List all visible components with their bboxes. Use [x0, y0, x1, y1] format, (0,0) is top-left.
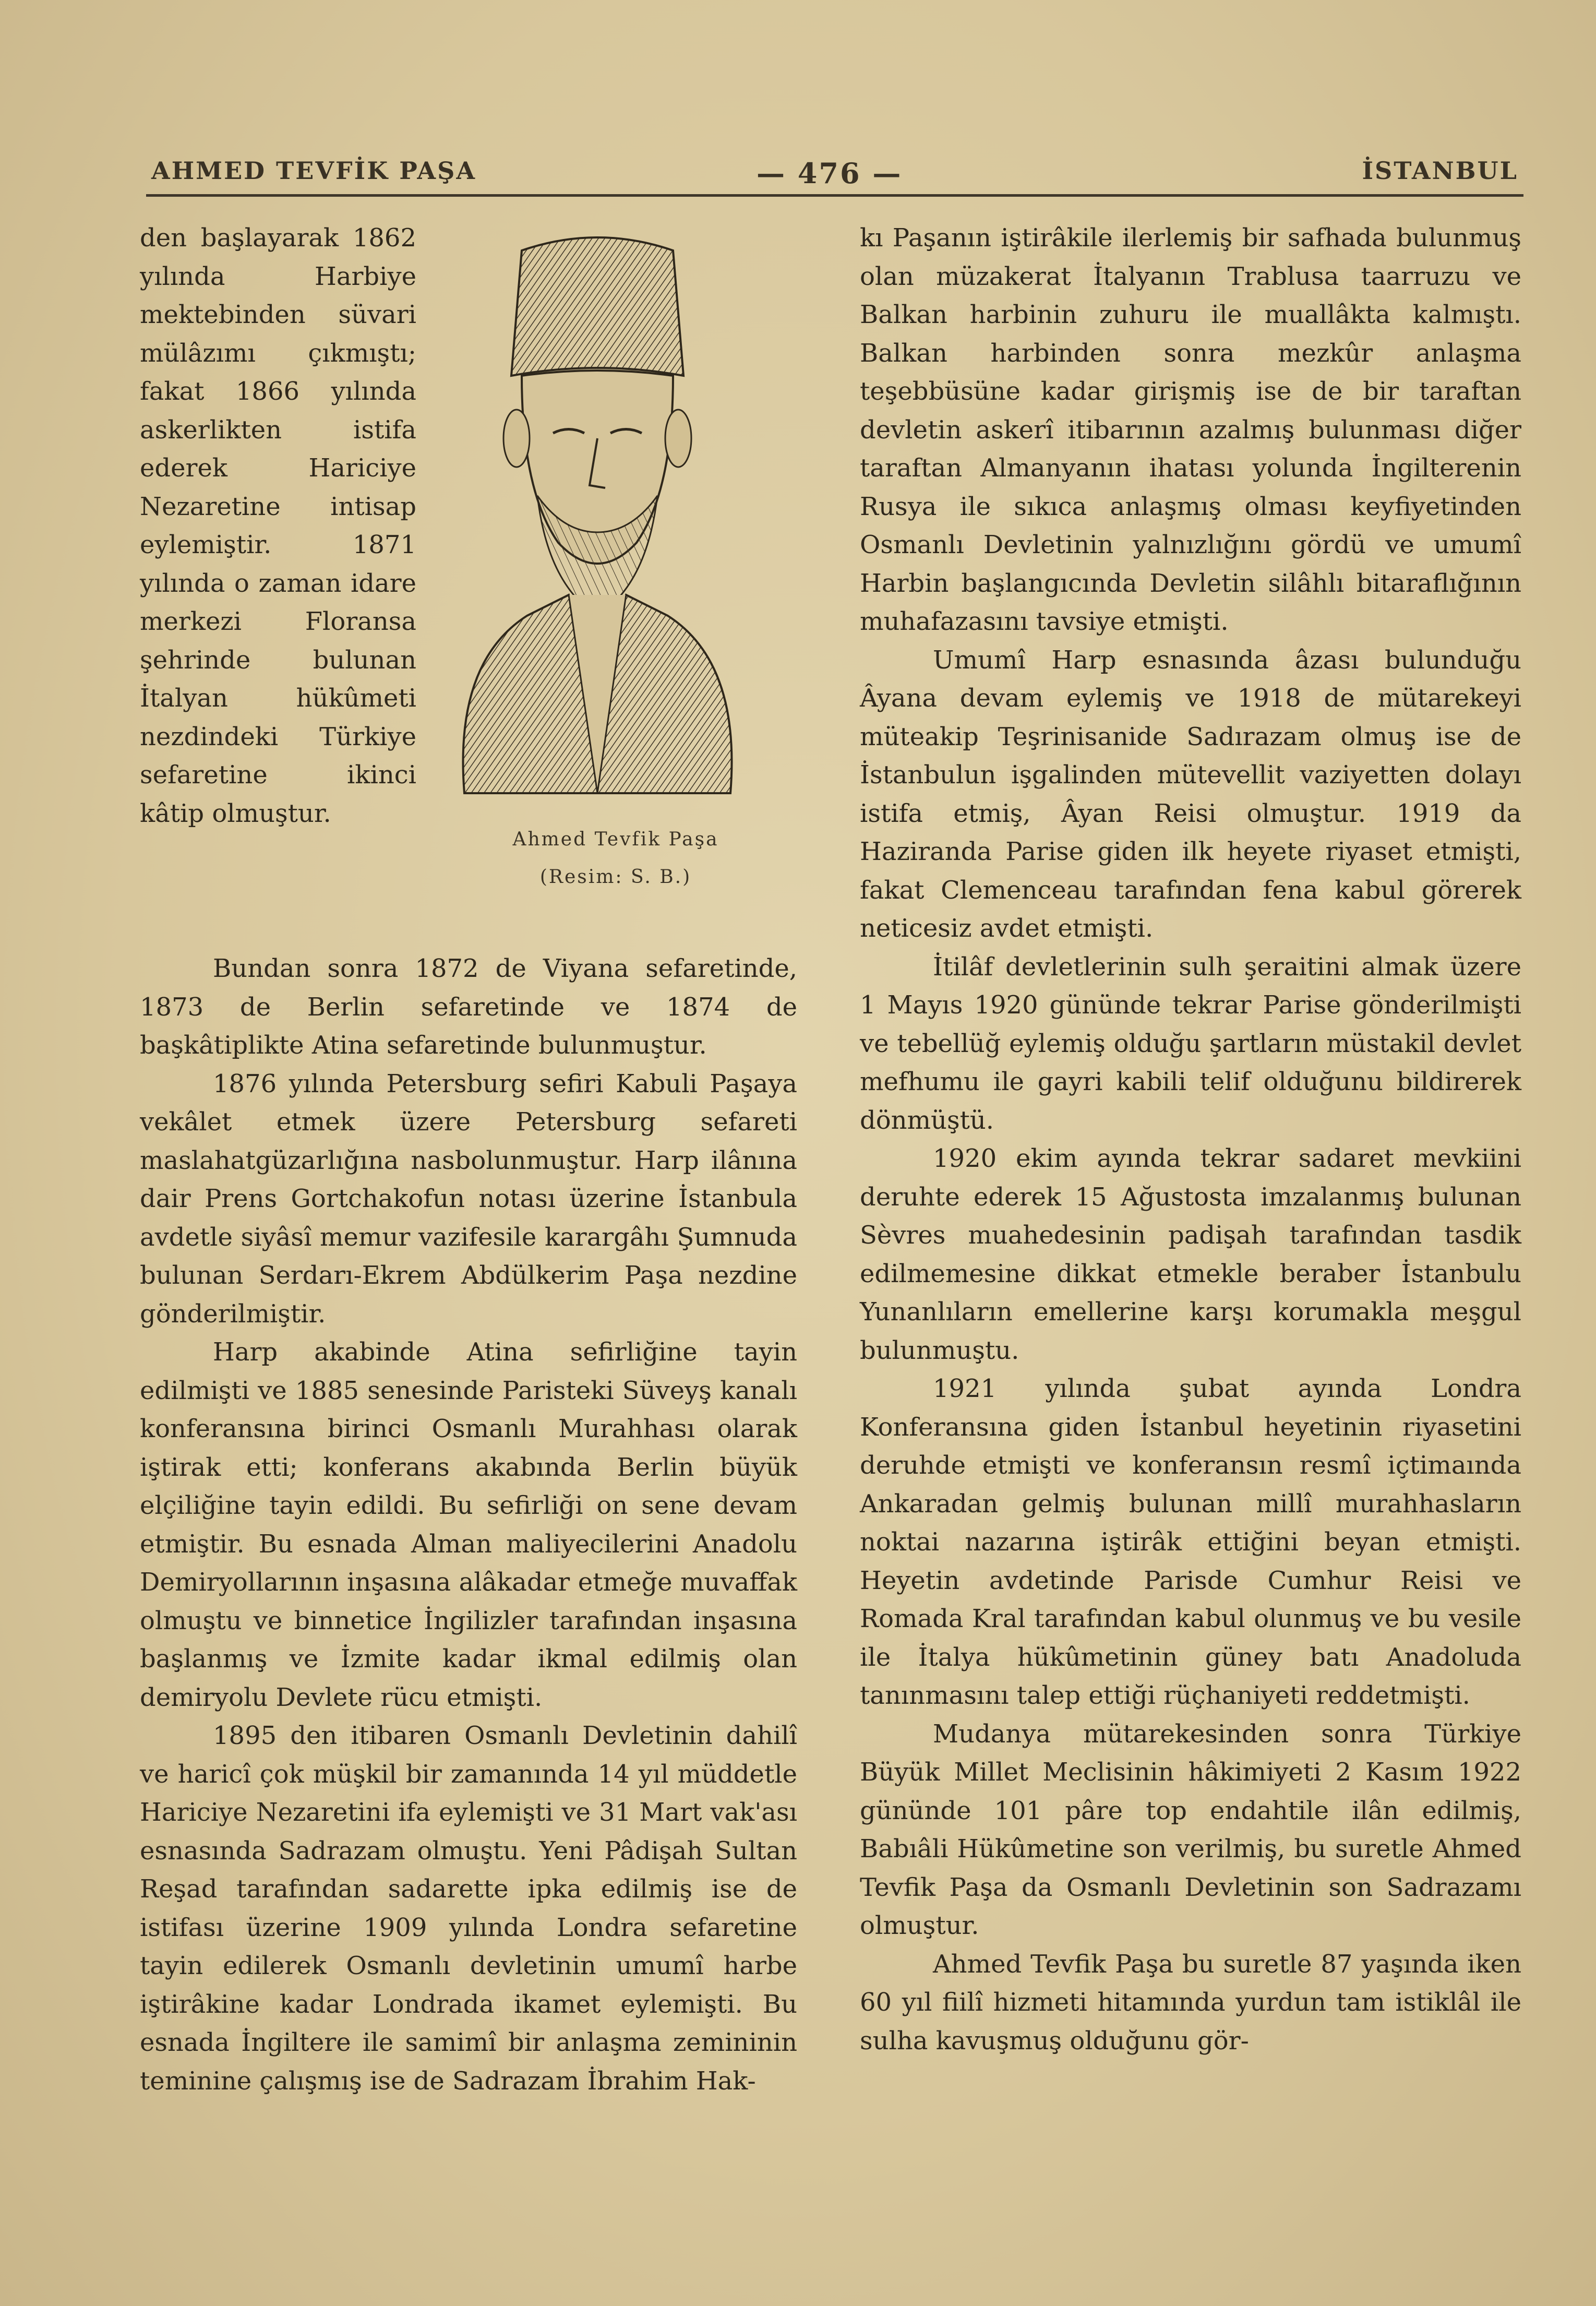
fez-hat	[511, 237, 683, 376]
header-title: AHMED TEVFİK PAŞA	[151, 157, 477, 185]
page-number: — 476 —	[757, 157, 903, 190]
figure-credit: (Resim: S. B.)	[539, 866, 692, 888]
running-header	[151, 157, 1518, 193]
paragraph: Mudanya mütarekesinden sonra Türkiye Büyük Millet Meclisinin hâkimiyeti 2 Kasım 1922 gününde 101 pâre top endahtile ilân edilmiş, Babıâli Hükûmetine son verilmiş, bu suretle Ahmed Tevfik Paşa da Osmanlı Devletinin son Sadrazamı olmuştur.	[860, 1719, 1521, 1940]
header-section: İSTANBUL	[1362, 157, 1518, 185]
paragraph: 1876 yılında Petersburg sefiri Kabuli Paşaya vekâlet etmek üzere Petersburg sefareti maslahatgüzarlığına nasbolunmuştur. Harp ilânına dair Prens Gortchakofun notası üzerine İstanbula avdetle siyâsî memur vazifesile karargâhı Şumnuda bulunan Serdarı-Ekrem Abdülkerim Paşa nezdine gönderilmiştir.	[140, 1069, 797, 1329]
left-column	[140, 950, 797, 2100]
paragraph: Umumî Harp esnasında âzası bulunduğu Âyana devam eylemiş ve 1918 de mütarekeyi müteakip Teşrinisanide Sadırazam olmuş ise de İstanbulun işgalinden mütevellit vaziyetten dolayı istifa etmiş, Âyan Reisi olmuştur. 1919 da Haziranda Parise giden ilk heyete riyaset etmişti, fakat Clemenceau tarafından fena kabul görerek neticesiz avdet etmişti.	[860, 645, 1521, 943]
figure-caption: Ahmed Tevfik Paşa	[512, 829, 719, 850]
paragraph: 1895 den itibaren Osmanlı Devletinin dahilî ve haricî çok müşkil bir zamanında 14 yıl müddetle Hariciye Nezaretini ifa eylemişti ve 31 Mart vak'ası esnasında Sadrazam olmuştu. Yeni Pâdişah Sultan Reşad tarafından sadarette ipka edilmiş ise de istifası üzerine 1909 yılında Londra sefaretine tayin edilerek Osmanlı devletinin umumî harbe iştirâkine kadar Londrada ikamet eylemişti. Bu esnada İngiltere ile samimî bir anlaşma zemininin teminine çalışmış ise de Sadrazam İbrahim Hak-	[140, 1721, 797, 2096]
paragraph: Ahmed Tevfik Paşa bu suretle 87 yaşında iken 60 yıl fiilî hizmeti hitamında yurdun tam istiklâl ile sulha kavuşmuş olduğunu gör-	[860, 1949, 1521, 2056]
header-rule	[146, 194, 1523, 197]
narrow-paragraph: den başlayarak 1862 yılında Harbiye mektebinden süvari mülâzımı çıkmıştı; fakat 1866 yılında askerlikten istifa ederek Hariciye Nezaretine intisap eylemiştir. 1871 yılında o zaman idare merkezi Floransa şehrinde bulunan İtalyan hükûmeti nezdindeki Türkiye sefaretine ikinci kâtip olmuştur.	[140, 223, 416, 828]
paragraph: Harp akabinde Atina sefirliğine tayin edilmişti ve 1885 senesinde Paristeki Süveyş kanalı konferansına birinci Osmanlı Murahhası olarak iştirak etti; konferans akabında Berlin büyük elçiliğine tayin edildi. Bu sefirliği on sene devam etmiştir. Bu esnada Alman maliyecilerini Anadolu Demiryollarının inşasına alâkadar etmeğe muvaffak olmuştu ve binnetice İngilizler tarafından inşasına başlanmış ve İzmite kadar ikmal edilmiş olan demiryolu Devlete rücu etmişti.	[140, 1337, 797, 1712]
paragraph: Bundan sonra 1872 de Viyana sefaretinde, 1873 de Berlin sefaretinde ve 1874 de başkâtiplikte Atina sefaretinde bulunmuştur.	[140, 954, 797, 1060]
portrait-illustration	[433, 219, 762, 825]
paragraph: 1920 ekim ayında tekrar sadaret mevkiini deruhte ederek 15 Ağustosta imzalanmış bulunan Sèvres muahedesinin padişah tarafından tasdik edilmemesine dikkat etmekle beraber İstanbulu Yunanlıların emellerine karşı korumakla meşgul bulunmuştu.	[860, 1144, 1521, 1365]
paragraph: kı Paşanın iştirâkile ilerlemiş bir safhada bulunmuş olan müzakerat İtalyanın Trablusa taarruzu ve Balkan harbinin zuhuru ile muallâkta kalmıştı. Balkan harbinden sonra mezkûr anlaşma teşebbüsüne kadar girişmiş ise de bir taraftan devletin askerî itibarının azalmış bulunması diğer taraftan Almanyanın ihatası yolunda İngilterenin Rusya ile sıkıca anlaşmış olması keyfiyetinden Osmanlı Devletinin yalnızlığını gördü ve umumî Harbin başlangıcında Devletin silâhlı bitaraflığının muhafazasını tavsiye etmişti.	[860, 223, 1521, 636]
paragraph: İtilâf devletlerinin sulh şeraitini almak üzere 1 Mayıs 1920 gününde tekrar Parise gönderilmişti ve tebellüğ eylemiş olduğu şartların müstakil devlet mefhumu ile gayri kabili telif olduğunu bildirerek dönmüştü.	[860, 952, 1521, 1135]
narrow-text-block	[140, 219, 416, 833]
paragraph: 1921 yılında şubat ayında Londra Konferansına giden İstanbul heyetinin riyasetini deruhde etmişti ve konferansın resmî içtimaında Ankaradan gelmiş bulunan millî murahhasların noktai nazarına iştirâk ettiğini beyan etmişti. Heyetin avdetinde Parisde Cumhur Reisi ve Romada Kral tarafından kabul olunmuş ve bu vesile ile İtalya hükûmetinin güney batı Anadoluda tanınmasını talep ettiği rüçhaniyeti reddetmişti.	[860, 1374, 1521, 1710]
right-column	[860, 219, 1521, 2060]
